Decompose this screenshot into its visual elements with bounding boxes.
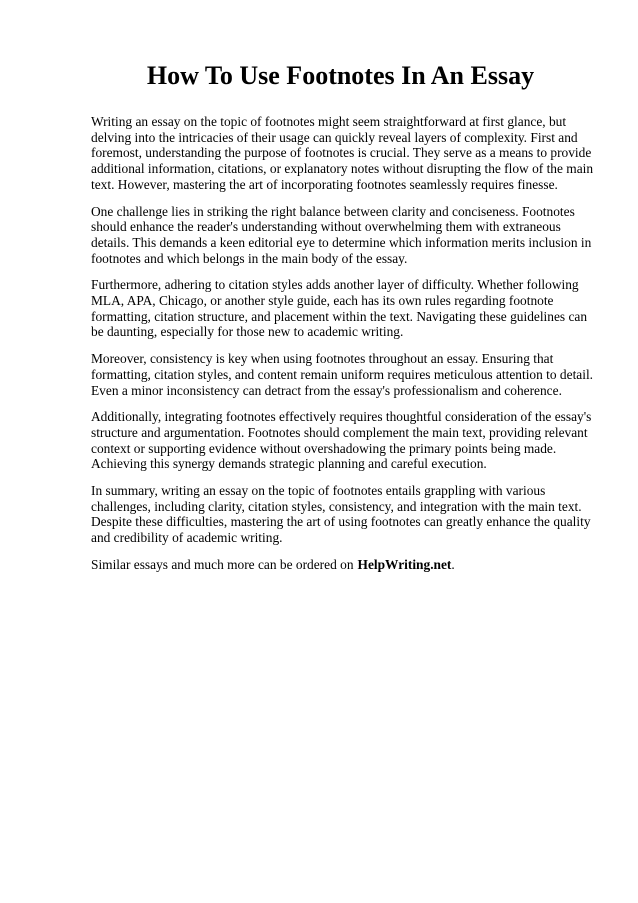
- paragraph-summary: In summary, writing an essay on the topic of footnotes entails grappling with various challenges, including clarity, citation styles, consistency, and integration with the main text. Despite these difficulties, mastering the art of using footnotes can greatly enhance the quality and credibility of academic writing.: [91, 483, 591, 546]
- paragraph-consistency: Moreover, consistency is key when using footnotes throughout an essay. Ensuring that formatting, citation styles, and content remain uniform requires meticulous attention to detail. Even a minor inconsistency can detract from the essay's professionalism and coherence.: [91, 351, 594, 398]
- paragraph-integration: Additionally, integrating footnotes effectively requires thoughtful consideration of the essay's structure and argumentation. Footnotes should complement the main text, providing relevant context or supporting evidence without overshadowing the primary points being made. Achieving this synergy demands strategic planning and careful execution.: [91, 409, 592, 472]
- paragraph-citation-styles: Furthermore, adhering to citation styles adds another layer of difficulty. Whether following MLA, APA, Chicago, or another style guide, each has its own rules regarding footnote formatting, citation structure, and placement within the text. Navigating these guidelines can be daunting, especially for those new to academic writing.: [91, 277, 588, 340]
- closing-period: .: [451, 556, 455, 572]
- closing-text: Similar essays and much more can be ordered on: [91, 556, 354, 572]
- paragraph-intro: Writing an essay on the topic of footnotes might seem straightforward at first glance, but delving into the intricacies of their usage can quickly reveal layers of complexity. First and foremost, understanding the purpose of footnotes is crucial. They serve as a means to provide additional information, citations, or explanatory notes without disrupting the flow of the main text. However, mastering the art of incorporating footnotes seamlessly requires finesse.: [91, 114, 594, 192]
- document-title: How To Use Footnotes In An Essay: [146, 61, 535, 90]
- paragraph-clarity: One challenge lies in striking the right balance between clarity and conciseness. Footnotes should enhance the reader's understanding without overwhelming them with extraneous details. This demands a keen editorial eye to determine which information merits inclusion in footnotes and which belongs in the main body of the essay.: [91, 203, 592, 266]
- helpwriting-link[interactable]: HelpWriting.net: [357, 556, 452, 572]
- closing-line: [91, 557, 596, 573]
